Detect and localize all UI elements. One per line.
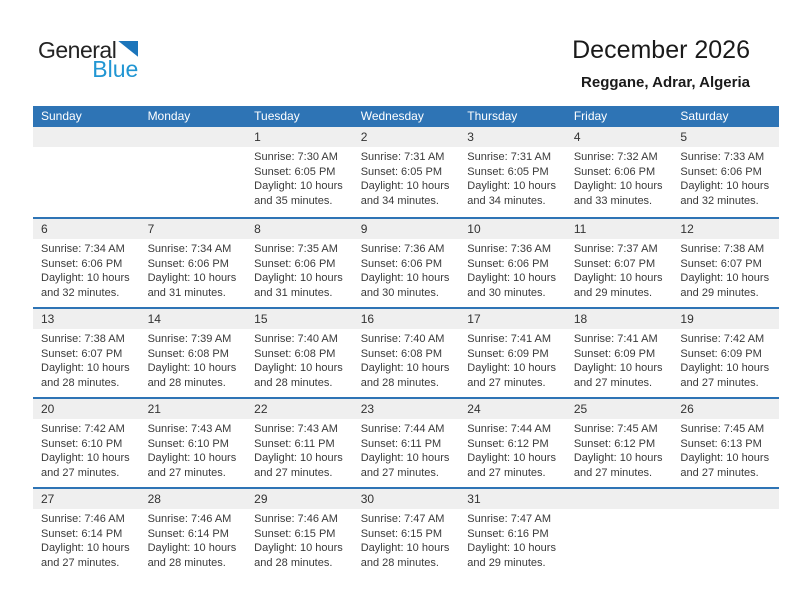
sunrise-text: Sunrise: 7:32 AM [573,151,658,163]
logo-triangle-icon [118,41,138,57]
date-number: 10 [459,219,566,239]
sunset-text: Sunset: 6:05 PM [467,165,549,178]
weekday-header-monday: Monday [147,109,191,123]
daylight-text: Daylight: 10 hours and 30 minutes. [467,272,556,299]
day-cell-empty [140,127,247,217]
sunrise-text: Sunrise: 7:41 AM [573,333,658,345]
day-details [246,419,353,480]
day-cell-8 [246,219,353,307]
sunrise-text: Sunrise: 7:46 AM [41,513,125,525]
date-number: 13 [33,309,140,329]
date-number: 5 [672,127,779,147]
day-cell-24 [459,399,566,487]
sunset-text: Sunset: 6:15 PM [360,527,443,540]
day-details [140,419,247,480]
sunrise-text: Sunrise: 7:36 AM [467,243,552,255]
daylight-text: Daylight: 10 hours and 28 minutes. [360,362,450,389]
day-details [33,239,140,300]
date-number: 29 [246,489,353,509]
day-cell-3 [459,127,566,217]
sunrise-text: Sunrise: 7:47 AM [360,513,445,525]
day-details [246,329,353,390]
day-cell-19 [672,309,779,397]
daylight-text: Daylight: 10 hours and 28 minutes. [254,362,343,389]
date-number: 4 [566,127,673,147]
daylight-text: Daylight: 10 hours and 27 minutes. [680,452,770,479]
sunset-text: Sunset: 6:08 PM [147,347,229,360]
daylight-text: Daylight: 10 hours and 27 minutes. [573,452,663,479]
date-number: 27 [33,489,140,509]
day-cell-7 [140,219,247,307]
sunrise-text: Sunrise: 7:39 AM [147,333,232,345]
sunrise-text: Sunrise: 7:31 AM [467,151,552,163]
date-number [33,127,140,147]
day-details [459,509,566,570]
daylight-text: Daylight: 10 hours and 27 minutes. [41,542,130,569]
date-number: 21 [140,399,247,419]
day-cell-10 [459,219,566,307]
logo-text-general: General [38,37,117,63]
day-details [353,147,460,208]
sunrise-text: Sunrise: 7:34 AM [147,243,232,255]
sunset-text: Sunset: 6:09 PM [467,347,549,360]
sunrise-text: Sunrise: 7:38 AM [680,243,765,255]
day-details [459,419,566,480]
day-cell-27 [33,489,140,577]
sunrise-text: Sunrise: 7:46 AM [147,513,232,525]
day-details [353,329,460,390]
general-blue-logo [38,37,138,83]
sunset-text: Sunset: 6:15 PM [254,527,336,540]
sunset-text: Sunset: 6:14 PM [147,527,229,540]
day-cell-26 [672,399,779,487]
title-block [572,36,750,91]
sunrise-text: Sunrise: 7:46 AM [254,513,338,525]
daylight-text: Daylight: 10 hours and 34 minutes. [467,180,556,207]
day-details [353,509,460,570]
date-number: 7 [140,219,247,239]
day-details [672,147,779,208]
sunrise-text: Sunrise: 7:31 AM [360,151,445,163]
date-number: 6 [33,219,140,239]
day-cell-21 [140,399,247,487]
date-number: 19 [672,309,779,329]
date-number: 28 [140,489,247,509]
date-number: 2 [353,127,460,147]
day-cell-empty [672,489,779,577]
day-details [140,239,247,300]
day-details [33,419,140,480]
day-cell-9 [353,219,460,307]
sunset-text: Sunset: 6:12 PM [573,437,656,450]
day-details [672,419,779,480]
sunset-text: Sunset: 6:07 PM [41,347,123,360]
daylight-text: Daylight: 10 hours and 27 minutes. [254,452,343,479]
sunset-text: Sunset: 6:11 PM [360,437,442,450]
day-details [33,509,140,570]
sunrise-text: Sunrise: 7:37 AM [573,243,658,255]
daylight-text: Daylight: 10 hours and 28 minutes. [147,362,237,389]
daylight-text: Daylight: 10 hours and 29 minutes. [467,542,556,569]
daylight-text: Daylight: 10 hours and 28 minutes. [41,362,130,389]
date-number: 12 [672,219,779,239]
sunrise-text: Sunrise: 7:43 AM [147,423,232,435]
day-details [459,329,566,390]
sunrise-text: Sunrise: 7:45 AM [680,423,765,435]
sunrise-text: Sunrise: 7:41 AM [467,333,552,345]
week-row [33,307,779,397]
daylight-text: Daylight: 10 hours and 34 minutes. [360,180,450,207]
daylight-text: Daylight: 10 hours and 27 minutes. [680,362,770,389]
weekday-header-friday: Friday [573,109,608,123]
day-cell-23 [353,399,460,487]
date-number: 14 [140,309,247,329]
day-details [566,239,673,300]
calendar-body [33,127,779,577]
date-number: 1 [246,127,353,147]
day-details [246,509,353,570]
day-cell-17 [459,309,566,397]
sunrise-text: Sunrise: 7:36 AM [360,243,445,255]
sunrise-text: Sunrise: 7:33 AM [680,151,765,163]
sunrise-text: Sunrise: 7:44 AM [360,423,445,435]
page-title: December 2026 [572,36,750,64]
daylight-text: Daylight: 10 hours and 27 minutes. [360,452,450,479]
day-cell-28 [140,489,247,577]
day-details [33,329,140,390]
date-number [566,489,673,509]
date-number: 3 [459,127,566,147]
day-details [566,147,673,208]
sunset-text: Sunset: 6:06 PM [147,257,229,270]
day-details [140,509,247,570]
day-cell-13 [33,309,140,397]
week-row [33,127,779,217]
day-details [566,419,673,480]
sunset-text: Sunset: 6:09 PM [573,347,656,360]
daylight-text: Daylight: 10 hours and 28 minutes. [360,542,450,569]
sunset-text: Sunset: 6:11 PM [254,437,335,450]
day-cell-11 [566,219,673,307]
sunrise-text: Sunrise: 7:42 AM [680,333,765,345]
date-number: 16 [353,309,460,329]
sunset-text: Sunset: 6:07 PM [680,257,762,270]
daylight-text: Daylight: 10 hours and 27 minutes. [147,452,237,479]
sunrise-text: Sunrise: 7:43 AM [254,423,338,435]
sunset-text: Sunset: 6:06 PM [41,257,123,270]
sunset-text: Sunset: 6:06 PM [680,165,762,178]
date-number: 22 [246,399,353,419]
sunrise-text: Sunrise: 7:47 AM [467,513,552,525]
sunrise-text: Sunrise: 7:40 AM [254,333,338,345]
date-number: 25 [566,399,673,419]
day-details [459,239,566,300]
date-number: 20 [33,399,140,419]
daylight-text: Daylight: 10 hours and 35 minutes. [254,180,343,207]
weekday-header-wednesday: Wednesday [360,109,424,123]
date-number: 11 [566,219,673,239]
day-cell-15 [246,309,353,397]
sunrise-text: Sunrise: 7:44 AM [467,423,552,435]
logo-text-blue: Blue [92,56,139,82]
day-cell-5 [672,127,779,217]
day-cell-25 [566,399,673,487]
day-details [353,239,460,300]
date-number: 26 [672,399,779,419]
day-cell-1 [246,127,353,217]
day-cell-30 [353,489,460,577]
day-cell-2 [353,127,460,217]
daylight-text: Daylight: 10 hours and 29 minutes. [680,272,770,299]
day-cell-29 [246,489,353,577]
daylight-text: Daylight: 10 hours and 32 minutes. [41,272,130,299]
sunset-text: Sunset: 6:06 PM [573,165,656,178]
weekday-header-thursday: Thursday [467,109,518,123]
daylight-text: Daylight: 10 hours and 29 minutes. [573,272,663,299]
day-cell-empty [33,127,140,217]
sunset-text: Sunset: 6:09 PM [680,347,762,360]
day-details [672,239,779,300]
sunrise-text: Sunrise: 7:42 AM [41,423,125,435]
weekday-header-row [33,106,779,127]
sunset-text: Sunset: 6:12 PM [467,437,549,450]
sunrise-text: Sunrise: 7:38 AM [41,333,125,345]
week-row [33,487,779,577]
daylight-text: Daylight: 10 hours and 33 minutes. [573,180,663,207]
day-cell-14 [140,309,247,397]
sunset-text: Sunset: 6:13 PM [680,437,762,450]
daylight-text: Daylight: 10 hours and 27 minutes. [467,362,556,389]
date-number [140,127,247,147]
day-cell-12 [672,219,779,307]
sunset-text: Sunset: 6:05 PM [254,165,336,178]
day-details [246,239,353,300]
day-cell-6 [33,219,140,307]
daylight-text: Daylight: 10 hours and 28 minutes. [254,542,343,569]
date-number: 30 [353,489,460,509]
day-details [353,419,460,480]
week-row [33,397,779,487]
daylight-text: Daylight: 10 hours and 30 minutes. [360,272,450,299]
day-cell-31 [459,489,566,577]
sunset-text: Sunset: 6:05 PM [360,165,443,178]
sunset-text: Sunset: 6:07 PM [573,257,656,270]
day-cell-4 [566,127,673,217]
date-number: 9 [353,219,460,239]
day-details [140,329,247,390]
date-number: 31 [459,489,566,509]
daylight-text: Daylight: 10 hours and 31 minutes. [147,272,237,299]
weekday-header-tuesday: Tuesday [254,109,300,123]
daylight-text: Daylight: 10 hours and 32 minutes. [680,180,770,207]
sunrise-text: Sunrise: 7:45 AM [573,423,658,435]
day-cell-20 [33,399,140,487]
sunset-text: Sunset: 6:10 PM [41,437,123,450]
sunset-text: Sunset: 6:06 PM [360,257,443,270]
sunset-text: Sunset: 6:08 PM [254,347,336,360]
date-number [672,489,779,509]
date-number: 17 [459,309,566,329]
date-number: 24 [459,399,566,419]
daylight-text: Daylight: 10 hours and 28 minutes. [147,542,237,569]
date-number: 8 [246,219,353,239]
date-number: 18 [566,309,673,329]
calendar-table [33,106,779,577]
day-cell-22 [246,399,353,487]
date-number: 15 [246,309,353,329]
sunrise-text: Sunrise: 7:34 AM [41,243,125,255]
sunset-text: Sunset: 6:10 PM [147,437,229,450]
day-details [459,147,566,208]
sunrise-text: Sunrise: 7:30 AM [254,151,338,163]
sunset-text: Sunset: 6:08 PM [360,347,443,360]
daylight-text: Daylight: 10 hours and 27 minutes. [41,452,130,479]
weekday-header-saturday: Saturday [680,109,729,123]
sunset-text: Sunset: 6:14 PM [41,527,123,540]
day-details [566,329,673,390]
day-details [246,147,353,208]
sunset-text: Sunset: 6:16 PM [467,527,549,540]
daylight-text: Daylight: 10 hours and 27 minutes. [573,362,663,389]
day-cell-18 [566,309,673,397]
sunrise-text: Sunrise: 7:40 AM [360,333,445,345]
day-cell-16 [353,309,460,397]
date-number: 23 [353,399,460,419]
page-subtitle: Reggane, Adrar, Algeria [581,73,750,91]
week-row [33,217,779,307]
day-cell-empty [566,489,673,577]
weekday-header-sunday: Sunday [41,109,82,123]
sunrise-text: Sunrise: 7:35 AM [254,243,338,255]
sunset-text: Sunset: 6:06 PM [254,257,336,270]
daylight-text: Daylight: 10 hours and 27 minutes. [467,452,556,479]
daylight-text: Daylight: 10 hours and 31 minutes. [254,272,343,299]
day-details [672,329,779,390]
sunset-text: Sunset: 6:06 PM [467,257,549,270]
